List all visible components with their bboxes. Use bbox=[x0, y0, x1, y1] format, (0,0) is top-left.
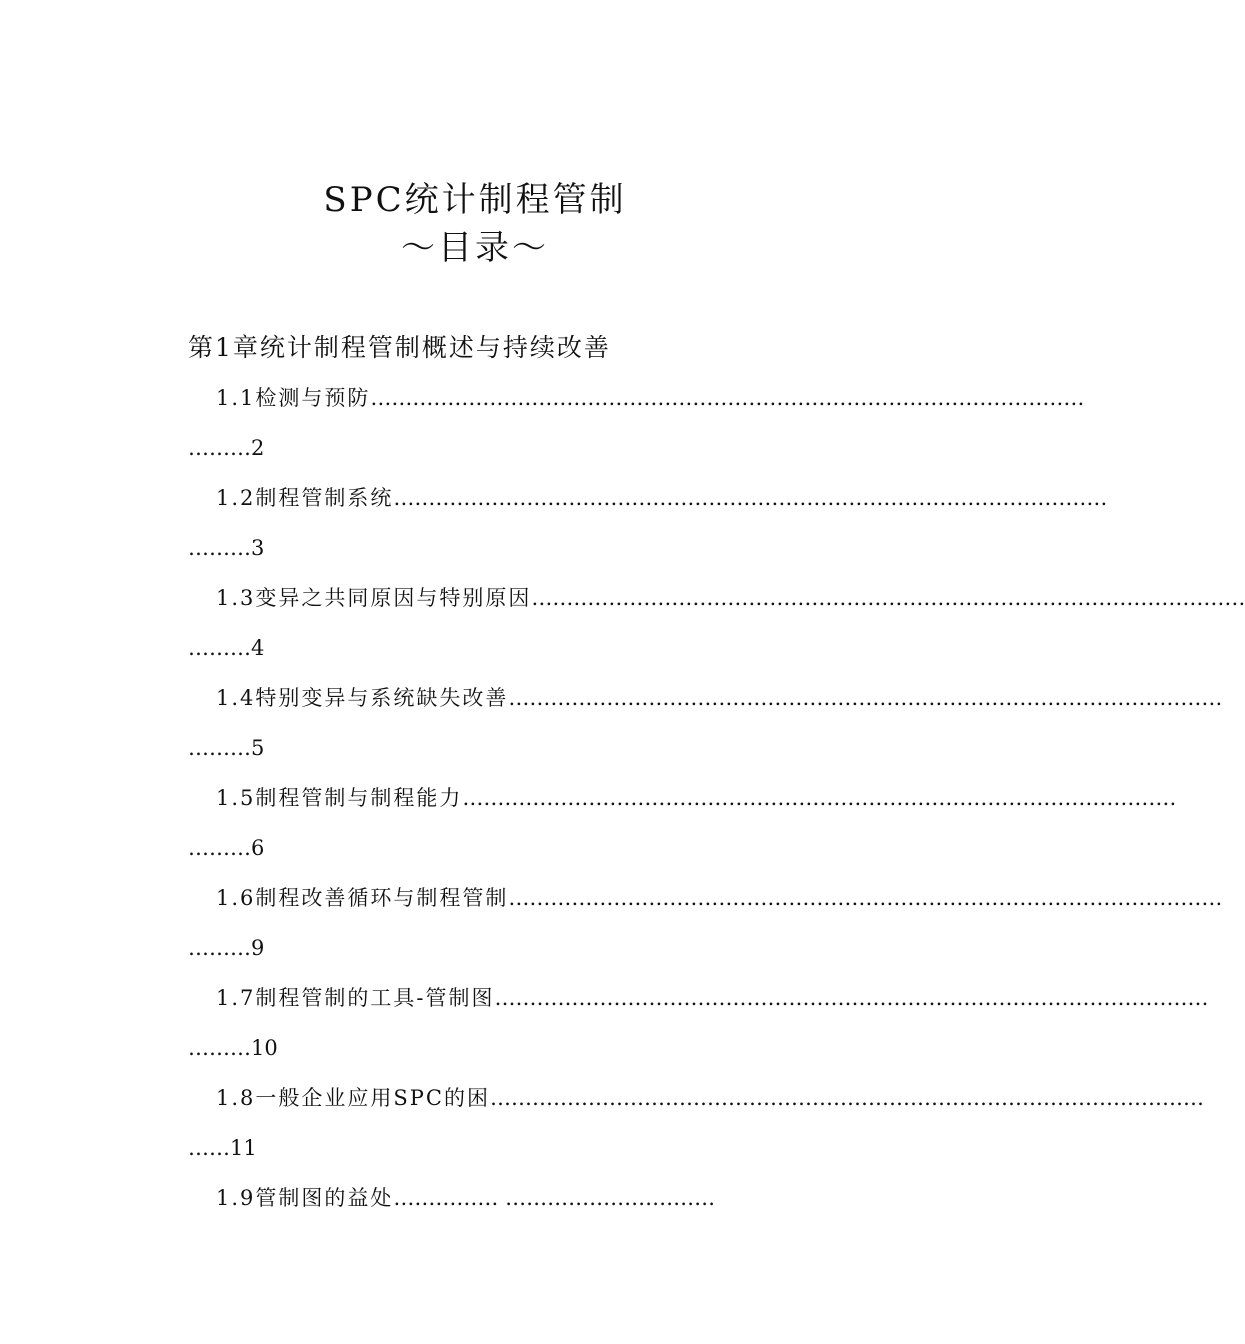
toc-entry[interactable] bbox=[188, 980, 1209, 1080]
dot-leader: ………………………………………………………………………………………… bbox=[508, 686, 1223, 710]
dot-leader: …… bbox=[188, 1136, 230, 1160]
toc-entry[interactable] bbox=[188, 680, 1223, 780]
toc-entry-label: 1.2制程管制系统 bbox=[216, 486, 394, 510]
toc-entry-label: 1.3变异之共同原因与特别原因 bbox=[216, 586, 532, 610]
toc-entry[interactable] bbox=[188, 480, 1108, 580]
toc-entry-page: 9 bbox=[251, 936, 265, 960]
toc-entry-label: 1.7制程管制的工具-管制图 bbox=[216, 986, 495, 1010]
toc-entry-page: 6 bbox=[251, 836, 265, 860]
dot-leader: ……… bbox=[188, 1036, 251, 1060]
dot-leader: ……… bbox=[188, 936, 251, 960]
toc-entry[interactable] bbox=[188, 880, 1223, 980]
toc-entry[interactable] bbox=[188, 380, 1085, 480]
toc-heading: ～目录～ bbox=[401, 228, 549, 268]
toc-entry-label: 1.1检测与预防 bbox=[216, 386, 371, 410]
toc-entry-label: 1.4特别变异与系统缺失改善 bbox=[216, 686, 509, 710]
dot-leader: ……… bbox=[188, 836, 251, 860]
dot-leader: ………………………………………………………………………………………… bbox=[462, 786, 1177, 810]
toc-entry-page: 5 bbox=[251, 736, 265, 760]
toc-entry[interactable] bbox=[188, 780, 1177, 880]
toc-entry-label: 1.5制程管制与制程能力 bbox=[216, 786, 463, 810]
toc-entry-page: 3 bbox=[251, 536, 265, 560]
toc-entry-label: 1.8一般企业应用SPC的困 bbox=[216, 1086, 490, 1110]
toc-entry-page: 10 bbox=[251, 1036, 278, 1060]
toc-entry[interactable] bbox=[188, 1080, 1204, 1180]
dot-leader: ……… bbox=[188, 636, 251, 660]
dot-leader: ……… bbox=[188, 536, 251, 560]
dot-leader: ……… bbox=[188, 436, 251, 460]
toc-entry[interactable] bbox=[188, 580, 1245, 680]
toc-entry[interactable] bbox=[188, 1180, 808, 1220]
dot-leader: ………………………………………………………………………………………… bbox=[494, 986, 1209, 1010]
toc-entry-label: 1.9管制图的益处 bbox=[216, 1186, 394, 1210]
dot-leader: ………………………………………………………………………………………… bbox=[489, 1086, 1204, 1110]
toc-entry-page: 4 bbox=[251, 636, 265, 660]
toc-entry-label: 1.6制程改善循环与制程管制 bbox=[216, 886, 509, 910]
dot-leader: ………………………………………………………………………………………… bbox=[393, 486, 1108, 510]
dot-leader: ……… bbox=[188, 736, 251, 760]
toc-entry-page: 11 bbox=[230, 1136, 257, 1160]
dot-leader: ………………………………………………………………………………………… bbox=[531, 586, 1245, 610]
chapter-heading: 第1章统计制程管制概述与持续改善 bbox=[188, 333, 611, 362]
table-of-contents bbox=[188, 380, 1245, 1220]
dot-leader: ………………………………………………………………………………………… bbox=[508, 886, 1223, 910]
dot-leader: …………… ………………………… bbox=[393, 1186, 716, 1210]
document-title: SPC统计制程管制 bbox=[323, 180, 627, 220]
toc-entry-page: 2 bbox=[251, 436, 265, 460]
dot-leader: ………………………………………………………………………………………… bbox=[370, 386, 1085, 410]
